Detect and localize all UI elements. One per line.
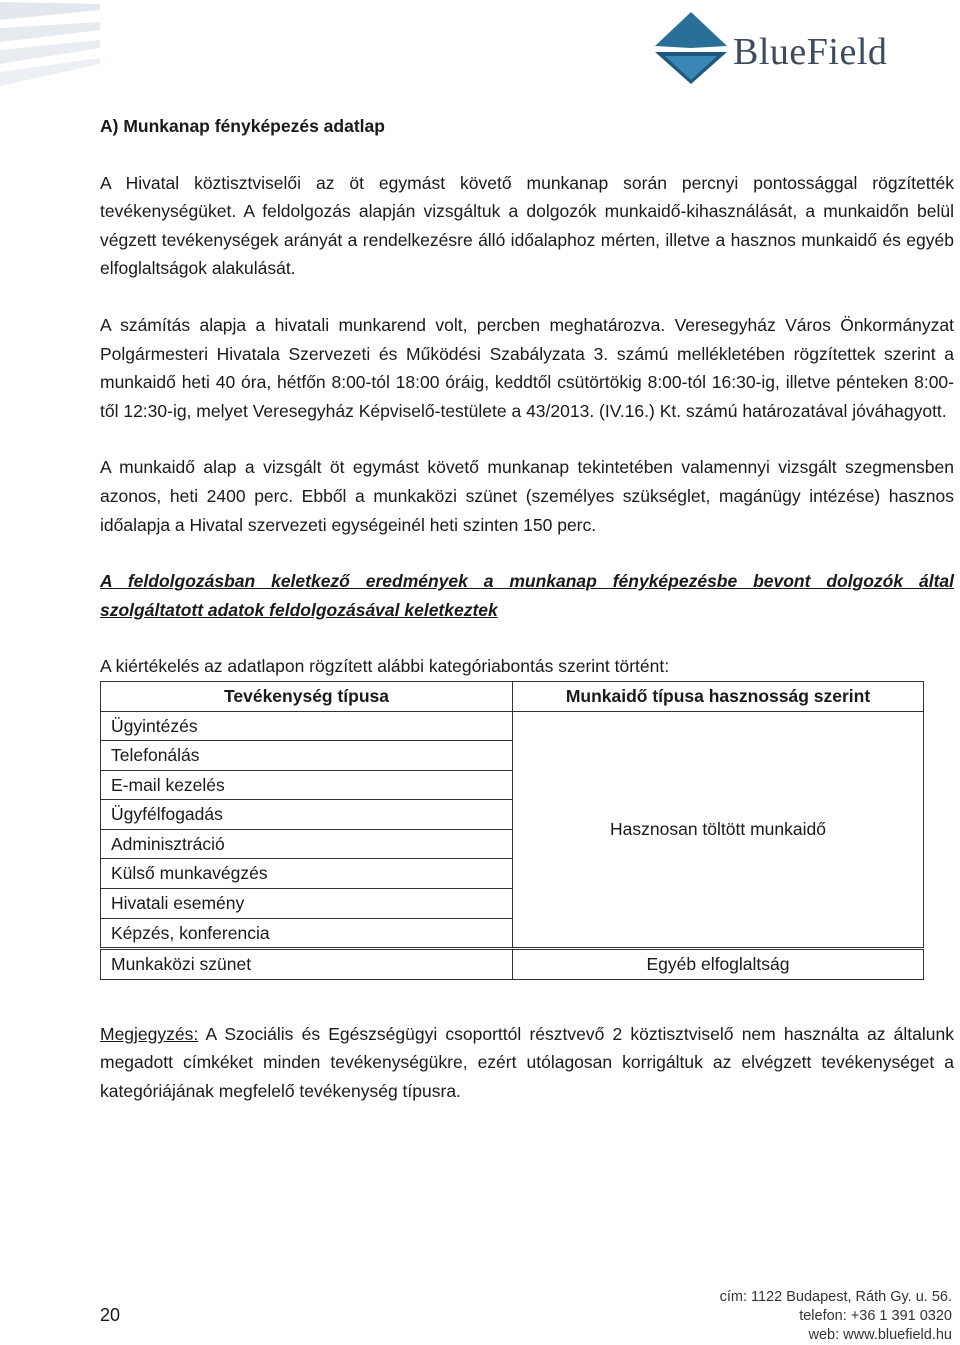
table-row bbox=[101, 949, 924, 980]
useful-worktime-cell: Hasznosan töltött munkaidő bbox=[513, 711, 924, 949]
paragraph-2: A számítás alapja a hivatali munkarend volt, percben meghatározva. Veresegyház Város Önkormányzat Polgármesteri Hivatala Szervezeti és Működési Szabályzata 3. számú mellékletében rögzítettek szerint a munkaidő heti 40 óra, hétfőn 8:00-tól 18:00 óráig, keddtől csütörtökig 8:00-tól 16:30-ig, illetve pénteken 8:00-től 12:30-ig, melyet Veresegyház Képviselő-testülete a 43/2013. (IV.16.) Kt. számú határozatával jóváhagyott. bbox=[100, 314, 954, 421]
paragraph-1: A Hivatal köztisztviselői az öt egymást követő munkanap során percnyi pontossággal rögzítették tevékenységüket. A feldolgozás alapján vizsgáltuk a dolgozók munkaidő-kihasználását, a munkaidőn belül végzett tevékenységek arányát a rendelkezésre álló időalaphoz mérten, illetve a hasznos munkaidő és egyéb elfoglaltságok alakulását. bbox=[100, 172, 954, 279]
footer-web: web: www.bluefield.hu bbox=[808, 1327, 952, 1343]
activity-cell: Telefonálás bbox=[101, 741, 513, 771]
emphasis-paragraph: A feldolgozásban keletkező eredmények a munkanap fényképezésbe bevont dolgozók által szolgáltatott adatok feldolgozásával keletkeztek bbox=[100, 571, 954, 620]
activity-cell: Adminisztráció bbox=[101, 829, 513, 859]
note-paragraph bbox=[100, 1020, 954, 1106]
logo-text: BlueField bbox=[733, 31, 888, 73]
activity-cell: Külső munkavégzés bbox=[101, 859, 513, 889]
document-body bbox=[100, 112, 954, 1106]
note-text: A Szociális és Egészségügyi csoporttól résztvevő 2 köztisztviselő nem használta az általunk megadott címkéket minden tevékenységükre, ezért utólagosan korrigáltuk az elvégzett tevékenységet a kategóriájának megfelelő tevékenység típusra. bbox=[100, 1023, 954, 1102]
table-header-worktime: Munkaidő típusa hasznosság szerint bbox=[513, 681, 924, 711]
break-activity-cell: Munkaközi szünet bbox=[101, 949, 513, 980]
footer-phone: telefon: +36 1 391 0320 bbox=[799, 1308, 952, 1324]
paragraph-3: A munkaidő alap a vizsgált öt egymást követő munkanap tekintetében valamennyi vizsgált szegmensben azonos, heti 2400 perc. Ebből a munkaközi szünet (személyes szükséglet, magánügy intézése) hasznos időalapja a Hivatal szervezeti egységeinél heti szinten 150 perc. bbox=[100, 457, 954, 535]
table-header-row bbox=[101, 681, 924, 711]
section-title: A) Munkanap fényképezés adatlap bbox=[100, 116, 385, 136]
table-row bbox=[101, 711, 924, 741]
page-number: 20 bbox=[100, 1305, 121, 1325]
activity-cell: Képzés, konferencia bbox=[101, 918, 513, 949]
footer-contact bbox=[720, 1288, 952, 1345]
category-table bbox=[100, 681, 924, 980]
table-header-activity: Tevékenység típusa bbox=[101, 681, 513, 711]
activity-cell: Ügyfélfogadás bbox=[101, 800, 513, 830]
decorative-stripes bbox=[0, 0, 110, 90]
footer-address: cím: 1122 Budapest, Ráth Gy. u. 56. bbox=[719, 1289, 952, 1305]
activity-cell: E-mail kezelés bbox=[101, 770, 513, 800]
note-label: Megjegyzés: bbox=[100, 1023, 199, 1044]
activity-cell: Hivatali esemény bbox=[101, 889, 513, 919]
activity-cell: Ügyintézés bbox=[101, 711, 513, 741]
table-intro: A kiértékelés az adatlapon rögzített alábbi kategóriabontás szerint történt: bbox=[100, 656, 670, 677]
other-occupation-cell: Egyéb elfoglaltság bbox=[513, 949, 924, 980]
